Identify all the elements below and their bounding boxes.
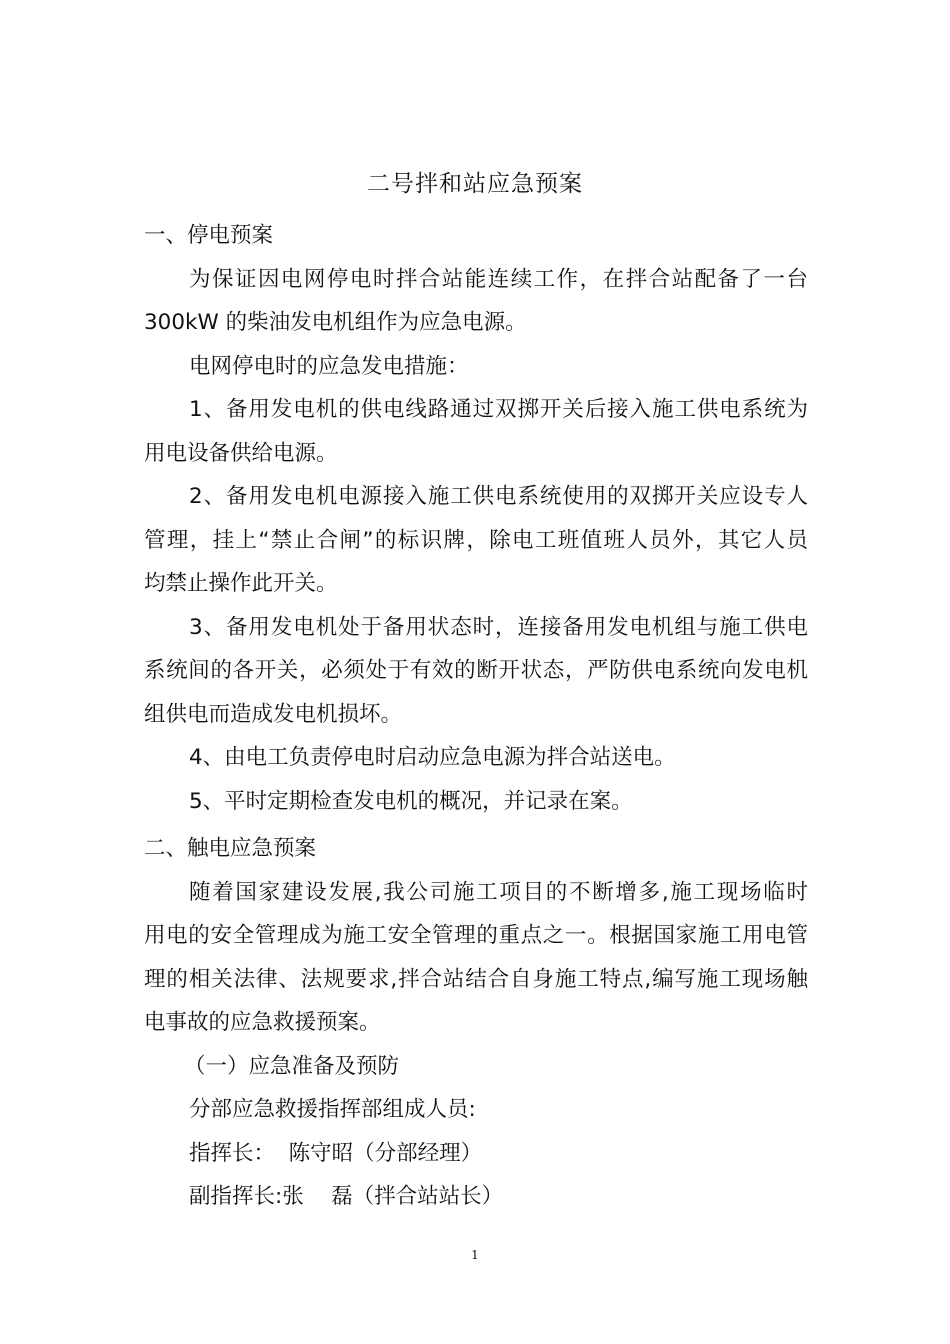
paragraph-line: 电网停电时的应急发电措施： xyxy=(189,353,469,379)
section-heading: 一、停电预案 xyxy=(144,223,274,248)
paragraph-line: 电事故的应急救援预案。 xyxy=(144,1010,381,1035)
paragraph-line: 2、备用发电机电源接入施工供电系统使用的双掷开关应设专人 xyxy=(189,484,808,509)
paragraph-line: 随着国家建设发展,我公司施工项目的不断增多,施工现场临时 xyxy=(189,879,808,905)
paragraph-line: 均禁止操作此开关。 xyxy=(144,571,338,596)
personnel-line: 指挥长： 陈守昭（分部经理） xyxy=(189,1140,483,1166)
section-1 xyxy=(144,214,808,823)
paragraph-line: 用电的安全管理成为施工安全管理的重点之一。根据国家施工用电管 xyxy=(144,923,808,948)
paragraph-line: 理的相关法律、法规要求,拌合站结合自身施工特点,编写施工现场触 xyxy=(144,966,808,992)
paragraph-line: 300kW 的柴油发电机组作为应急电源。 xyxy=(144,310,527,335)
section-heading: 二、触电应急预案 xyxy=(144,836,317,861)
personnel-line: 副指挥长:张 磊（拌合站站长） xyxy=(189,1184,504,1209)
paragraph-line: 分部应急救援指挥部组成人员: xyxy=(189,1097,476,1122)
paragraph-line: 4、由电工负责停电时启动应急电源为拌合站送电。 xyxy=(189,745,676,770)
page-number: 1 xyxy=(471,1248,479,1262)
paragraph-line: 用电设备供给电源。 xyxy=(144,440,338,466)
subsection-heading: （一）应急准备及预防 xyxy=(184,1053,400,1079)
paragraph-line: 组供电而造成发电机损坏。 xyxy=(144,701,403,727)
paragraph-line: 管理，挂上“禁止合闸”的标识牌，除电工班值班人员外，其它人员 xyxy=(144,527,808,553)
paragraph-line: 为保证因电网停电时拌合站能连续工作，在拌合站配备了一台 xyxy=(189,266,808,292)
paragraph-line: 5、平时定期检查发电机的概况，并记录在案。 xyxy=(189,788,633,814)
paragraph-line: 系统间的各开关，必须处于有效的断开状态，严防供电系统向发电机 xyxy=(144,658,808,683)
paragraph-line: 3、备用发电机处于备用状态时，连接备用发电机组与施工供电 xyxy=(189,614,808,640)
section-2 xyxy=(144,827,808,1219)
paragraph-line: 1、备用发电机的供电线路通过双掷开关后接入施工供电系统为 xyxy=(189,397,808,422)
document-title: 二号拌和站应急预案 xyxy=(367,171,583,197)
